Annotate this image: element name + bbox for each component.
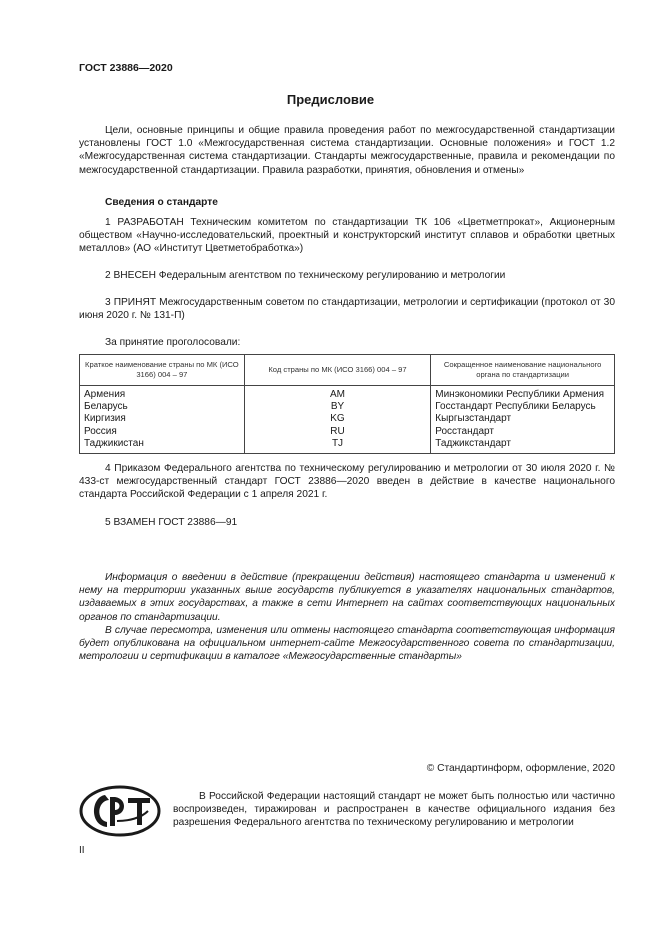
table-row [80,413,615,425]
section-heading: Сведения о стандарте [105,197,218,208]
item-submitted [79,269,615,282]
table-row [80,401,615,413]
info-notes [79,571,615,663]
item-order [79,462,615,502]
voted-label [79,336,615,349]
item-replaces [79,516,615,529]
country-code: AM [244,386,431,402]
country-name: Киргизия [80,413,245,425]
country-name: Беларусь [80,401,245,413]
country-name: Таджикистан [80,438,245,454]
column-header-body: Сокращенное наименование национального органа по стандартизации [431,355,615,386]
standards-body: Минэкономики Республики Армения [431,386,615,402]
country-code: RU [244,426,431,438]
page-title: Предисловие [286,92,375,107]
item-developed-text: 1 РАЗРАБОТАН Техническим комитетом по стандартизации ТК 106 «Цветметпрокат», Акционерным обществом «Научно-исследовательский, проектный и конструкторский институт сплавов и обработки цветных металлов» (АО «Институт Цветметобработка») [79,217,615,255]
document-id: ГОСТ 23886—2020 [79,62,173,74]
table-row [80,386,615,402]
standards-body: Госстандарт Республики Беларусь [431,401,615,413]
standards-body: Таджикстандарт [431,438,615,454]
info-note-revision: В случае пересмотра, изменения или отмены настоящего стандарта соответствующая информация будет опубликована на официальном интернет-сайте Межгосударственного совета по стандартизации, метрологии и сертификации в каталоге «Межгосударственные стандарты» [79,624,615,663]
voting-table [79,354,615,454]
country-name: Армения [80,386,245,402]
reproduction-notice-text: В Российской Федерации настоящий стандарт не может быть полностью или частично воспроизведен, тиражирован и распространен в качестве официального издания без разрешения Федерального агентства по техническому регулированию и метрологии [173,791,615,829]
item-submitted-text: 2 ВНЕСЕН Федеральным агентством по техническому регулированию и метрологии [105,270,506,281]
column-header-country: Краткое наименование страны по МК (ИСО 3166) 004 – 97 [80,355,245,386]
item-adopted [79,296,615,322]
table-row [80,426,615,438]
standards-body: Кыргызстандарт [431,413,615,425]
country-name: Россия [80,426,245,438]
country-code: KG [244,413,431,425]
column-header-code: Код страны по МК (ИСО 3166) 004 – 97 [244,355,431,386]
voted-label-text: За принятие проголосовали: [105,337,241,348]
country-code: TJ [244,438,431,454]
country-code: BY [244,401,431,413]
table-header-row [80,355,615,386]
info-note-publication: Информация о введении в действие (прекращении действия) настоящего стандарта и изменений к нему на территории указанных выше государств публикуется в указателях национальных стандартов, издаваемых в этих государствах, а также в сети Интернет на сайтах соответствующих национальных органов по стандартизации. [79,572,615,623]
reproduction-notice [173,790,615,830]
page-number: II [79,845,85,856]
item-developed [79,216,615,256]
item-adopted-text: 3 ПРИНЯТ Межгосударственным советом по стандартизации, метрологии и сертификации (протокол от 30 июня 2020 г. № 131-П) [79,297,615,322]
intro-paragraph [79,124,615,177]
table-row [80,438,615,454]
item-order-text: 4 Приказом Федерального агентства по техническому регулированию и метрологии от 30 июля 2020 г. № 433-ст межгосударственный стандарт ГОСТ 23886—2020 введен в действие в качестве национального стандарта Российской Федерации с 1 апреля 2021 г. [79,463,615,501]
intro-text: Цели, основные принципы и общие правила проведения работ по межгосударственной стандартизации установлены ГОСТ 1.0 «Межгосударственная система стандартизации. Основные положения» и ГОСТ 1.2 «Межгосударственная система стандартизации. Стандарты межгосударственные, правила и рекомендации по межгосударственной стандартизации. Правила разработки, принятия, обновления и отмены» [79,125,615,176]
item-replaces-text: 5 ВЗАМЕН ГОСТ 23886—91 [105,517,238,528]
rst-mark-logo [79,785,161,837]
copyright-line: © Стандартинформ, оформление, 2020 [426,763,615,774]
standards-body: Росстандарт [431,426,615,438]
